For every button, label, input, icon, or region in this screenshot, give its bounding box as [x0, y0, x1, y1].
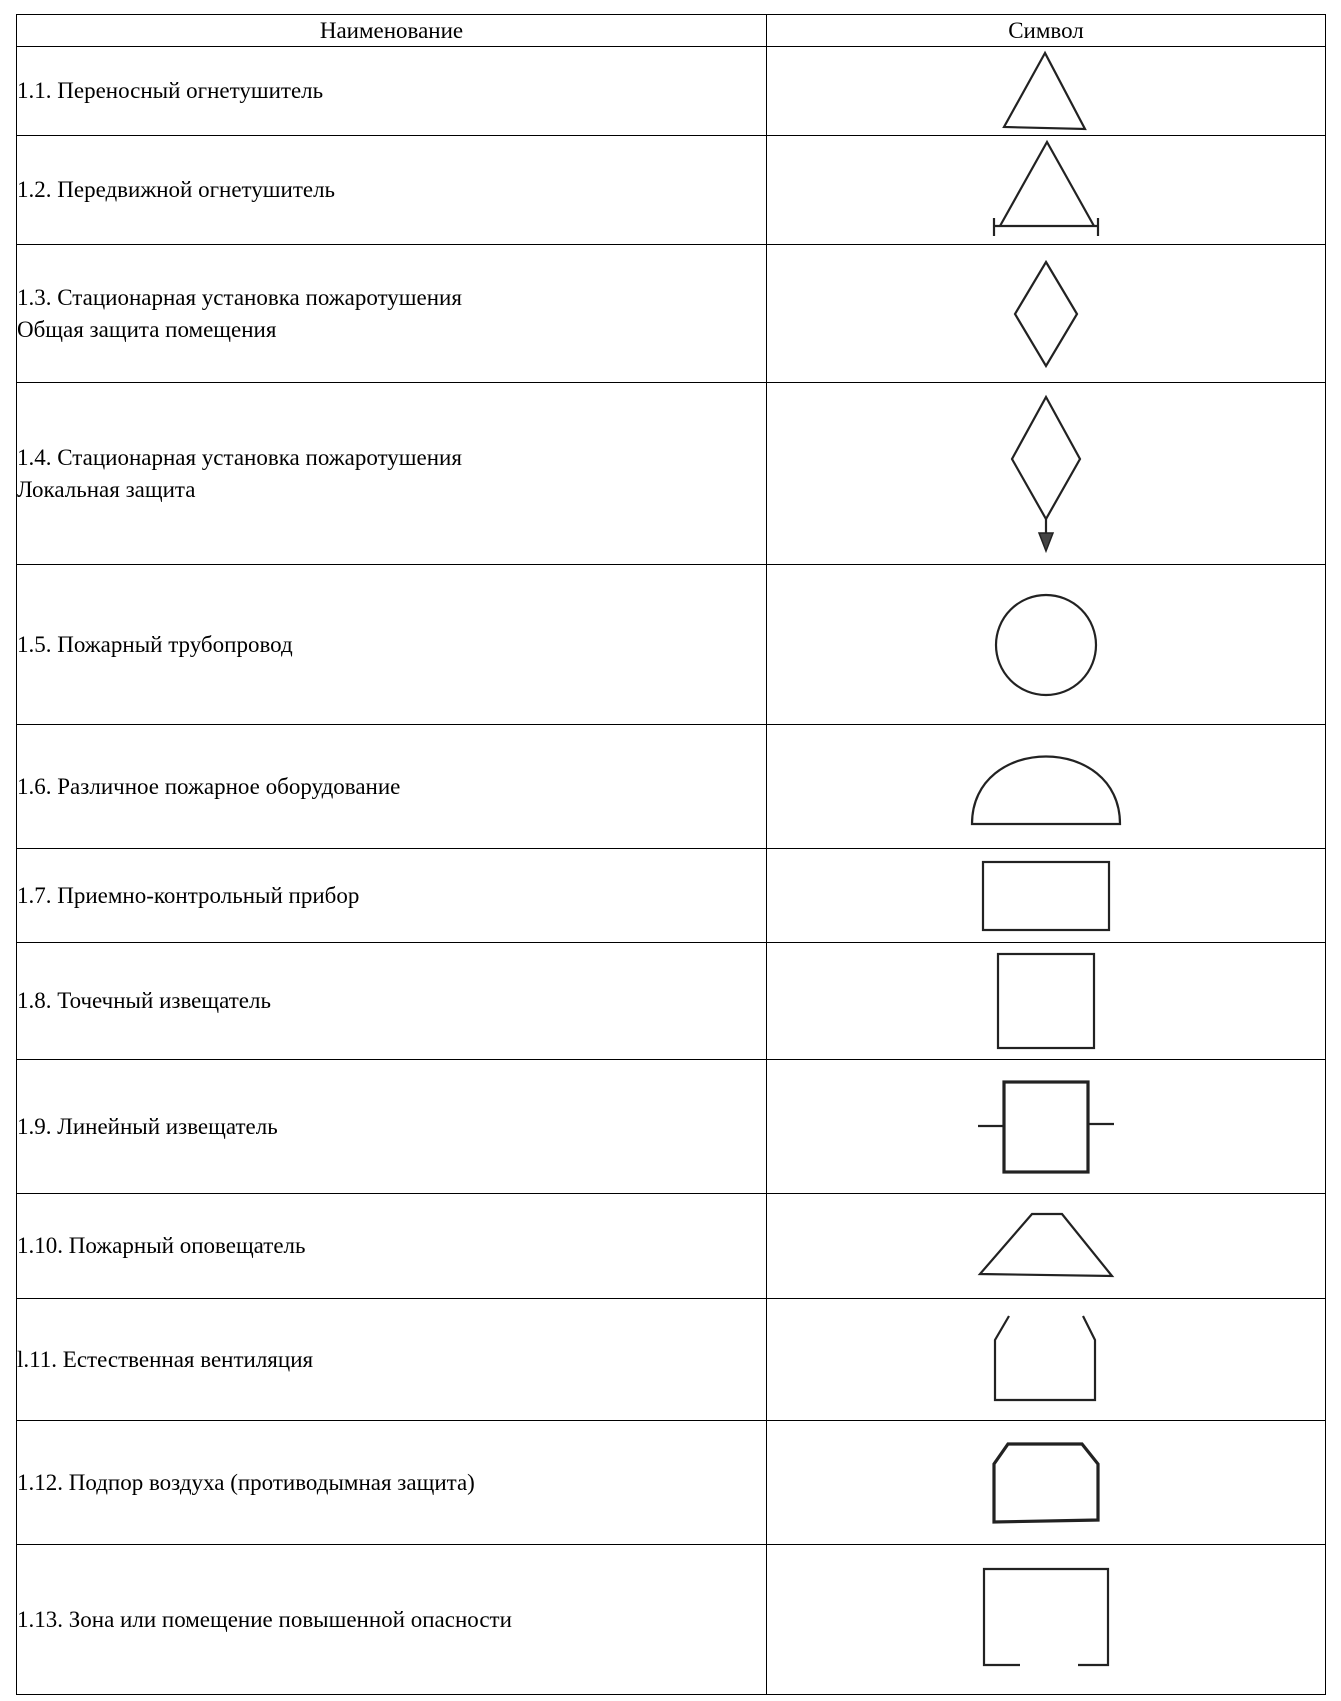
row-name-line: 1.13. Зона или помещение повышенной опасности — [17, 1606, 512, 1632]
triangle-icon — [996, 49, 1096, 133]
table-row — [17, 47, 1326, 136]
row-symbol-cell — [767, 1194, 1326, 1299]
row-name-cell — [17, 725, 767, 849]
circle-icon — [991, 590, 1101, 700]
table-row — [17, 1194, 1326, 1299]
table-row — [17, 1299, 1326, 1421]
table-row — [17, 1545, 1326, 1695]
table-row — [17, 245, 1326, 383]
symbols-table — [16, 14, 1326, 1695]
header-symbol: Символ — [767, 15, 1326, 47]
table-row — [17, 1421, 1326, 1545]
row-name-line: Локальная защита — [17, 476, 196, 502]
row-name-line: 1.8. Точечный извещатель — [17, 988, 271, 1013]
header-name: Наименование — [17, 15, 767, 47]
row-symbol-cell — [767, 1060, 1326, 1194]
row-name-line: Общая защита помещения — [17, 316, 277, 342]
row-name-line: 1.10. Пожарный оповещатель — [17, 1233, 306, 1258]
row-symbol-cell — [767, 1545, 1326, 1695]
square-icon — [995, 951, 1097, 1051]
row-symbol-cell — [767, 136, 1326, 245]
row-symbol-cell — [767, 383, 1326, 565]
row-symbol-cell — [767, 1421, 1326, 1545]
row-name-cell — [17, 1545, 767, 1695]
row-name-cell — [17, 47, 767, 136]
rectangle-icon — [980, 859, 1112, 933]
row-name-line: 1.3. Стационарная установка пожаротушения — [17, 284, 462, 310]
row-name-cell — [17, 943, 767, 1060]
table-row — [17, 943, 1326, 1060]
row-name-cell — [17, 245, 767, 383]
table-row — [17, 383, 1326, 565]
row-name-cell — [17, 1060, 767, 1194]
row-name-cell — [17, 136, 767, 245]
row-symbol-cell — [767, 565, 1326, 725]
chamfered-box-icon — [990, 1440, 1102, 1526]
bracket-box-icon — [980, 1565, 1112, 1675]
row-name-line: 1.12. Подпор воздуха (противодымная защита) — [17, 1469, 475, 1495]
row-symbol-cell — [767, 47, 1326, 136]
row-name-line: l.11. Естественная вентиляция — [17, 1346, 314, 1372]
row-symbol-cell — [767, 849, 1326, 943]
trapezoid-icon — [976, 1210, 1116, 1282]
row-symbol-cell — [767, 943, 1326, 1060]
row-name-line: 1.6. Различное пожарное оборудование — [17, 773, 401, 799]
row-name-cell — [17, 383, 767, 565]
row-symbol-cell — [767, 245, 1326, 383]
triangle-with-base-bar-icon — [990, 138, 1102, 242]
row-name-line: 1.1. Переносный огнетушитель — [17, 78, 324, 103]
row-symbol-cell — [767, 725, 1326, 849]
row-name-cell — [17, 1194, 767, 1299]
row-name-cell — [17, 565, 767, 725]
diamond-icon — [1011, 258, 1081, 370]
table-row — [17, 1060, 1326, 1194]
row-name-cell — [17, 849, 767, 943]
row-symbol-cell — [767, 1299, 1326, 1421]
row-name-cell — [17, 1421, 767, 1545]
table-row — [17, 565, 1326, 725]
row-name-line: 1.5. Пожарный трубопровод — [17, 631, 293, 657]
row-name-line: 1.2. Передвижной огнетушитель — [17, 177, 336, 202]
table-row — [17, 849, 1326, 943]
semicircle-icon — [966, 742, 1126, 832]
row-name-line: 1.4. Стационарная установка пожаротушения — [17, 444, 462, 470]
table-row — [17, 725, 1326, 849]
row-name-cell — [17, 1299, 767, 1421]
square-with-side-lines-icon — [976, 1078, 1116, 1176]
table-header-row — [17, 15, 1326, 47]
row-name-line: 1.7. Приемно-контрольный прибор — [17, 882, 360, 908]
table-row — [17, 136, 1326, 245]
diamond-with-arrow-icon — [1006, 393, 1086, 555]
row-name-line: 1.9. Линейный извещатель — [17, 1113, 278, 1139]
open-top-chamfered-box-icon — [991, 1312, 1101, 1408]
